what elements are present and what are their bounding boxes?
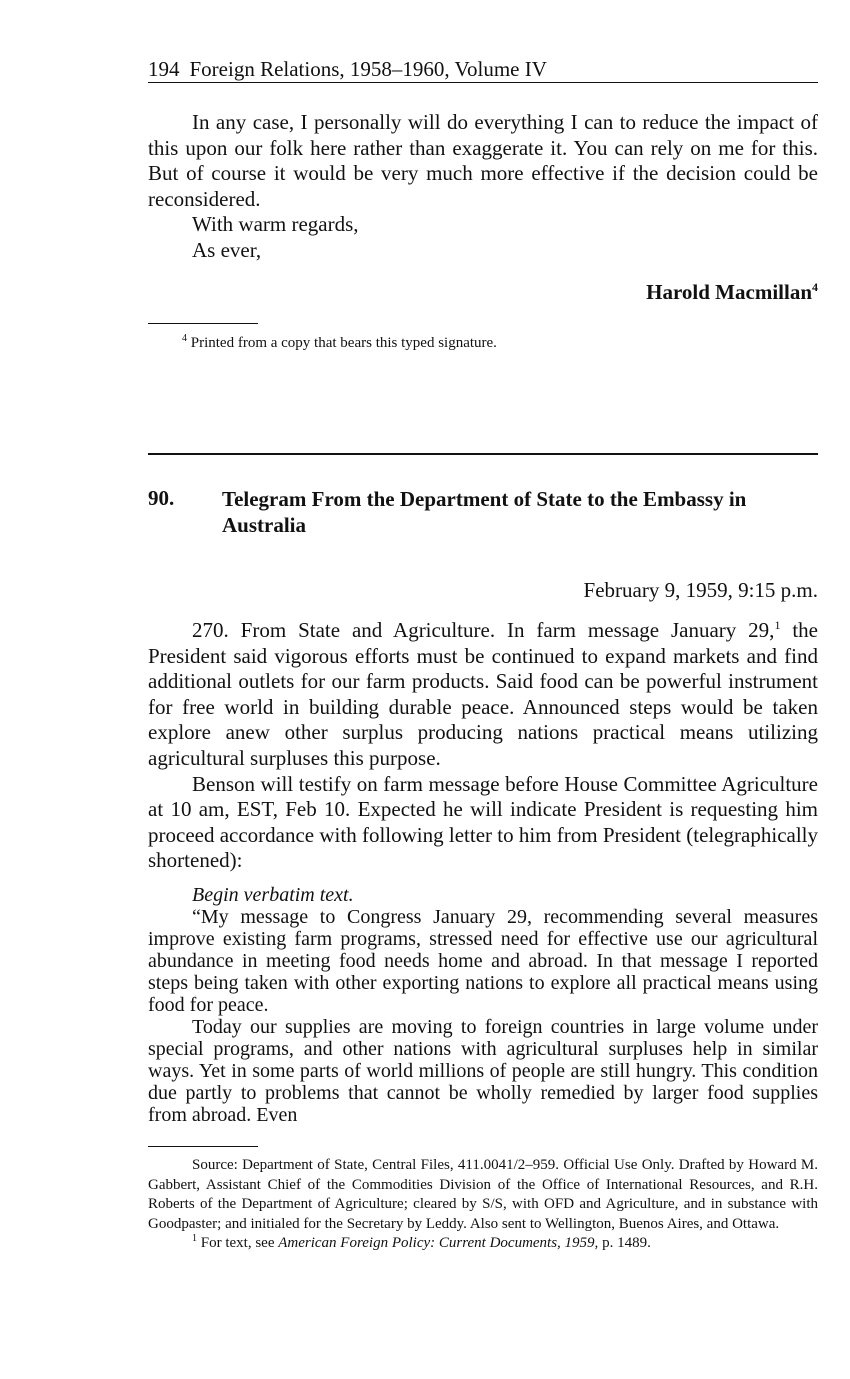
- source-footnotes: [148, 1156, 818, 1254]
- verbatim-heading: Begin verbatim text.: [192, 884, 354, 906]
- footnote-1-marker: 1: [192, 1233, 197, 1244]
- footnote-4-marker: 4: [182, 333, 187, 344]
- footnote-1-citation: American Foreign Policy: Current Documents, 1959,: [278, 1235, 599, 1251]
- closing-regards: With warm regards,: [192, 212, 359, 236]
- telegram-body: [148, 618, 818, 874]
- letter-closing-paragraph: In any case, I personally will do everything I can to reduce the impact of this upon our folk here rather than exaggerate it. You can rely on me for this. But of course it would be very much more effective if the decision could be reconsidered.: [148, 110, 818, 211]
- closing-as-ever: As ever,: [192, 238, 262, 262]
- footnote-1-text-a: For text, see: [200, 1235, 279, 1251]
- source-note: Source: Department of State, Central Files, 411.0041/2–959. Official Use Only. Drafted by Howard M. Gabbert, Assistant Chief of the Commodities Division of the Office of International Resources, and R.H. Roberts of the Department of Agriculture; cleared by S/S, with OFD and Agriculture, and in substance with Goodpaster; and initialed for the Secretary by Leddy. Also sent to Wellington, Buenos Aires, and Ottawa.: [148, 1157, 818, 1232]
- page-number: 194: [148, 57, 180, 81]
- para1-text-b: the President said vigorous efforts must be continued to expand markets and find additional outlets for our farm products. Said food can be powerful instrument for free world in building durable peace. Announced steps would be taken explore anew other surplus producing nations practical means utilizing agricultural surpluses this purpose.: [148, 618, 818, 770]
- footnote-4-text: Printed from a copy that bears this typed signature.: [190, 335, 497, 351]
- verbatim-paragraph-2: Today our supplies are moving to foreign countries in large volume under special programs, and other nations with agricultural surpluses help in similar ways. Yet in some parts of world millions of people are still hungry. This condition due partly to problems that cannot be wholly remedied by larger food supplies from abroad. Even: [148, 1016, 818, 1126]
- footnote-1: [148, 1234, 818, 1254]
- footnote-1-text-b: p. 1489.: [598, 1235, 651, 1251]
- footnote-ref-1: 1: [774, 618, 781, 632]
- footnote-4: [182, 334, 818, 354]
- telegram-paragraph-1: [148, 618, 818, 772]
- document-title: Telegram From the Department of State to the Embassy in Australia: [222, 487, 747, 537]
- para1-text-a: 270. From State and Agriculture. In farm message January 29,: [192, 618, 775, 642]
- running-head: [148, 56, 818, 83]
- series-title: Foreign Relations, 1958–1960, Volume IV: [189, 57, 547, 81]
- signature-name: Harold Macmillan: [646, 280, 812, 304]
- dateline: February 9, 1959, 9:15 p.m.: [583, 578, 818, 602]
- signature-note-marker: 4: [812, 280, 818, 294]
- verbatim-block: [148, 884, 818, 1126]
- source-footnote-rule: [148, 1146, 258, 1147]
- verbatim-paragraph-1: “My message to Congress January 29, recommending several measures improve existing farm programs, stressed need for effective use our agricultural abundance in meeting food needs home and abroad. In that message I reported steps being taken with other exporting nations to explore all practical means using food for peace.: [148, 906, 818, 1016]
- section-divider: [148, 453, 818, 455]
- signature: [646, 280, 818, 305]
- document-number: 90.: [148, 486, 175, 510]
- telegram-paragraph-2: Benson will testify on farm message before House Committee Agriculture at 10 am, EST, Feb 10. Expected he will indicate President is requesting him proceed accordance with following letter to him from President (telegraphically shortened):: [148, 771, 819, 873]
- footnote-rule: [148, 323, 258, 324]
